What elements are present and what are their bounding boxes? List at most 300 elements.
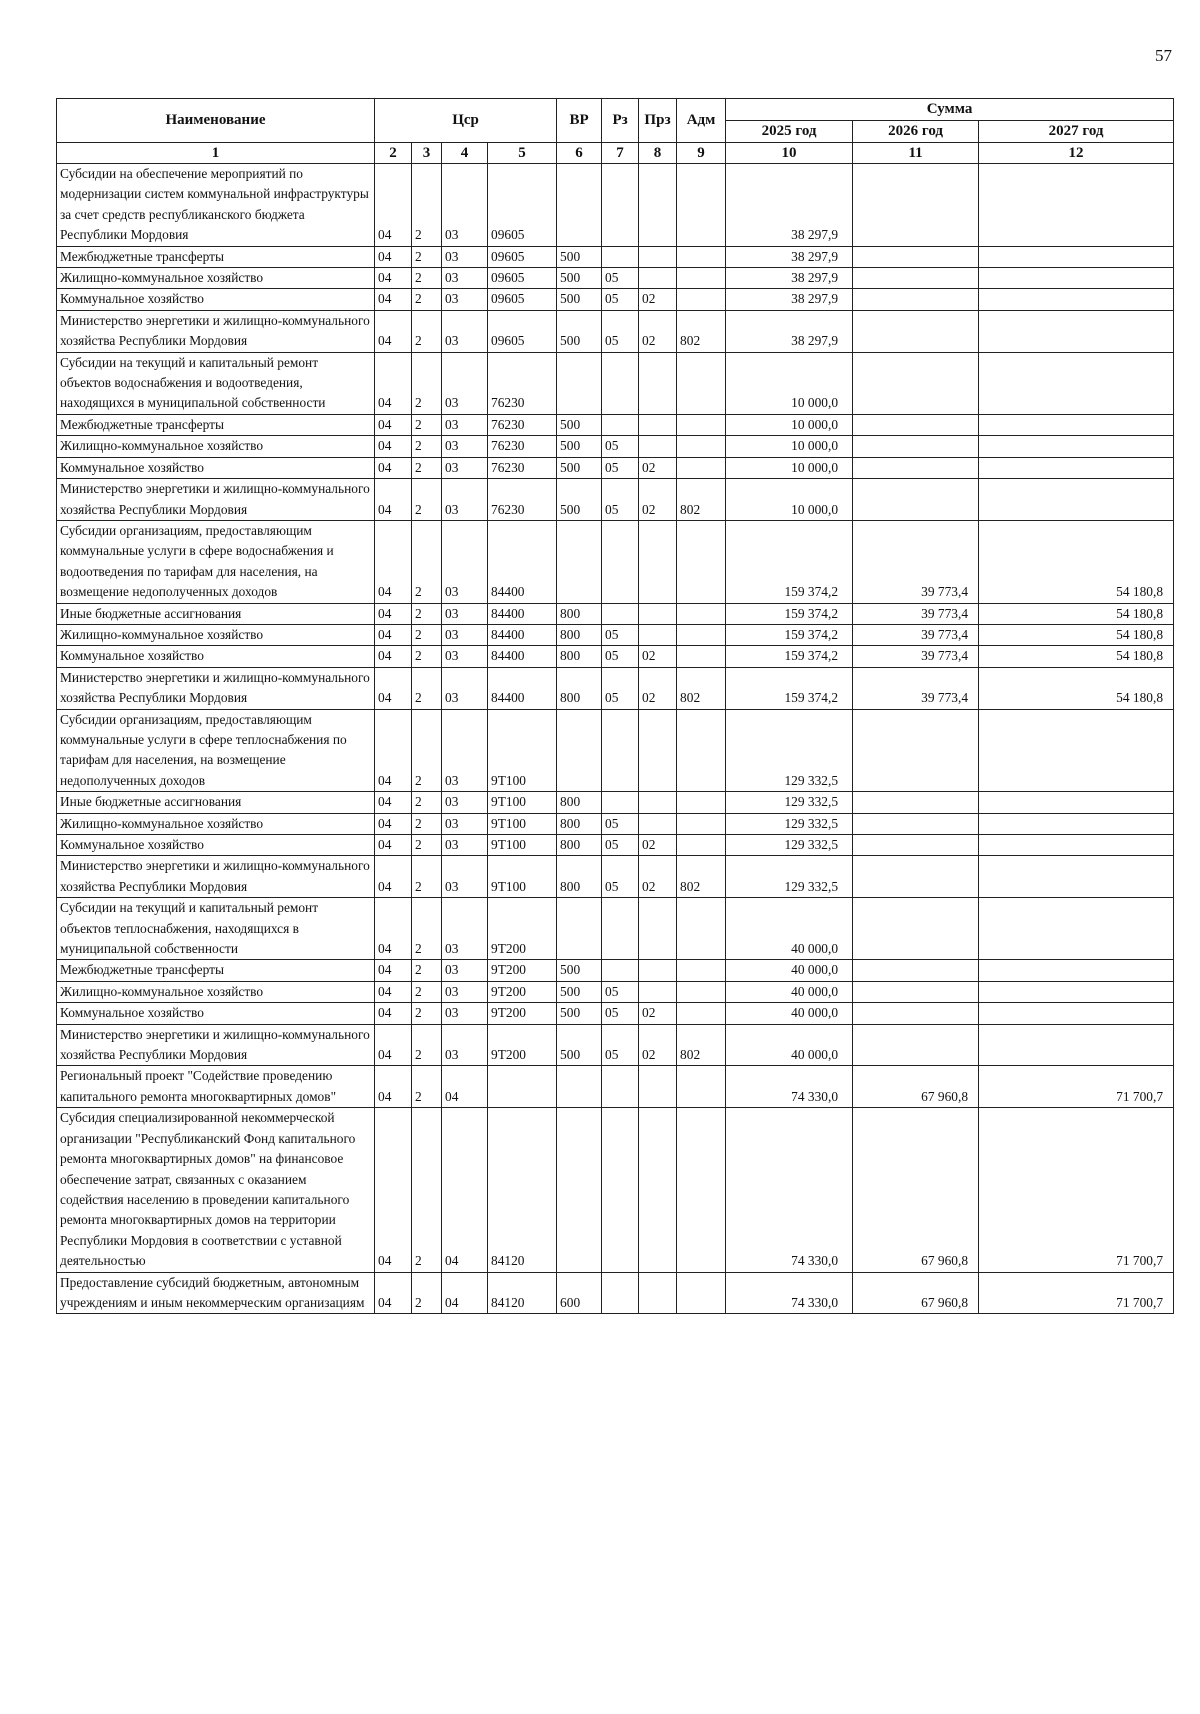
adm-cell: 802 — [677, 310, 726, 352]
tsr-program-cell: 04 — [375, 436, 412, 457]
name-cell: Жилищно-коммунальное хозяйство — [57, 624, 375, 645]
amount-2026-cell — [853, 981, 979, 1002]
name-cell: Субсидии на текущий и капитальный ремонт объектов водоснабжения и водоотведения, находящихся в муниципальной собственности — [57, 352, 375, 414]
tsr-subprogram-cell: 03 — [442, 835, 488, 856]
table-row — [57, 1024, 1174, 1066]
amount-2025-cell: 74 330,0 — [726, 1108, 853, 1272]
rz-cell — [602, 709, 639, 792]
amount-2026-cell — [853, 310, 979, 352]
name-cell: Коммунальное хозяйство — [57, 289, 375, 310]
amount-2025-cell: 159 374,2 — [726, 624, 853, 645]
adm-cell: 802 — [677, 1024, 726, 1066]
col-rz-header: Рз — [602, 99, 639, 143]
adm-cell — [677, 1272, 726, 1314]
table-row — [57, 164, 1174, 247]
prz-cell — [639, 414, 677, 435]
amount-2027-cell: 71 700,7 — [979, 1108, 1174, 1272]
name-cell: Министерство энергетики и жилищно-коммунального хозяйства Республики Мордовия — [57, 1024, 375, 1066]
name-cell: Межбюджетные трансферты — [57, 414, 375, 435]
amount-2026-cell — [853, 856, 979, 898]
name-cell: Министерство энергетики и жилищно-коммунального хозяйства Республики Мордовия — [57, 310, 375, 352]
tsr-direction-cell: 09605 — [488, 268, 557, 289]
col-number: 4 — [442, 143, 488, 164]
amount-2027-cell — [979, 414, 1174, 435]
prz-cell — [639, 436, 677, 457]
tsr-program-cell: 04 — [375, 352, 412, 414]
name-cell: Коммунальное хозяйство — [57, 646, 375, 667]
adm-cell — [677, 835, 726, 856]
rz-cell: 05 — [602, 813, 639, 834]
tsr-direction-cell: 76230 — [488, 352, 557, 414]
rz-cell: 05 — [602, 1003, 639, 1024]
tsr-direction-cell — [488, 1066, 557, 1108]
name-cell: Жилищно-коммунальное хозяйство — [57, 813, 375, 834]
amount-2026-cell — [853, 414, 979, 435]
prz-cell — [639, 792, 677, 813]
budget-table — [56, 98, 1174, 1314]
vr-cell: 500 — [557, 1003, 602, 1024]
adm-cell: 802 — [677, 479, 726, 521]
amount-2025-cell: 129 332,5 — [726, 792, 853, 813]
adm-cell — [677, 457, 726, 478]
amount-2027-cell — [979, 960, 1174, 981]
amount-2025-cell: 38 297,9 — [726, 310, 853, 352]
tsr-direction-cell: 84400 — [488, 624, 557, 645]
amount-2027-cell: 54 180,8 — [979, 667, 1174, 709]
vr-cell: 800 — [557, 792, 602, 813]
vr-cell: 800 — [557, 835, 602, 856]
col-number: 5 — [488, 143, 557, 164]
adm-cell — [677, 414, 726, 435]
tsr-program-cell: 04 — [375, 1108, 412, 1272]
rz-cell — [602, 164, 639, 247]
col-number: 10 — [726, 143, 853, 164]
prz-cell: 02 — [639, 289, 677, 310]
tsr-type-cell: 2 — [412, 981, 442, 1002]
table-row — [57, 813, 1174, 834]
tsr-subprogram-cell: 03 — [442, 164, 488, 247]
prz-cell — [639, 1272, 677, 1314]
amount-2025-cell: 10 000,0 — [726, 457, 853, 478]
tsr-program-cell: 04 — [375, 856, 412, 898]
col-number: 11 — [853, 143, 979, 164]
adm-cell — [677, 246, 726, 267]
prz-cell — [639, 164, 677, 247]
tsr-subprogram-cell: 03 — [442, 856, 488, 898]
tsr-program-cell: 04 — [375, 960, 412, 981]
tsr-type-cell: 2 — [412, 457, 442, 478]
amount-2027-cell — [979, 289, 1174, 310]
table-row — [57, 246, 1174, 267]
col-number: 6 — [557, 143, 602, 164]
amount-2025-cell: 74 330,0 — [726, 1066, 853, 1108]
tsr-program-cell: 04 — [375, 667, 412, 709]
col-sum-header: Сумма — [726, 99, 1174, 121]
vr-cell — [557, 898, 602, 960]
tsr-type-cell: 2 — [412, 667, 442, 709]
tsr-type-cell: 2 — [412, 520, 442, 603]
col-name-header: Наименование — [57, 99, 375, 143]
rz-cell: 05 — [602, 835, 639, 856]
tsr-program-cell: 04 — [375, 310, 412, 352]
amount-2025-cell: 10 000,0 — [726, 479, 853, 521]
prz-cell — [639, 981, 677, 1002]
tsr-type-cell: 2 — [412, 436, 442, 457]
tsr-program-cell: 04 — [375, 813, 412, 834]
tsr-program-cell: 04 — [375, 646, 412, 667]
rz-cell: 05 — [602, 646, 639, 667]
table-row — [57, 709, 1174, 792]
tsr-type-cell: 2 — [412, 479, 442, 521]
col-year-2027-header: 2027 год — [979, 121, 1174, 143]
tsr-program-cell: 04 — [375, 268, 412, 289]
tsr-type-cell: 2 — [412, 856, 442, 898]
tsr-direction-cell: 9Т200 — [488, 981, 557, 1002]
page-number: 57 — [1155, 46, 1172, 65]
amount-2025-cell: 129 332,5 — [726, 709, 853, 792]
table-row — [57, 646, 1174, 667]
vr-cell: 500 — [557, 289, 602, 310]
amount-2026-cell — [853, 246, 979, 267]
amount-2026-cell — [853, 1024, 979, 1066]
tsr-program-cell: 04 — [375, 898, 412, 960]
amount-2025-cell: 40 000,0 — [726, 981, 853, 1002]
tsr-subprogram-cell: 03 — [442, 352, 488, 414]
amount-2026-cell — [853, 436, 979, 457]
name-cell: Субсидии организациям, предоставляющим коммунальные услуги в сфере водоснабжения и водоотведения по тарифам для населения, на возмещение недополученных доходов — [57, 520, 375, 603]
tsr-program-cell: 04 — [375, 246, 412, 267]
amount-2025-cell: 159 374,2 — [726, 603, 853, 624]
amount-2027-cell: 54 180,8 — [979, 624, 1174, 645]
tsr-program-cell: 04 — [375, 520, 412, 603]
col-number: 2 — [375, 143, 412, 164]
tsr-type-cell: 2 — [412, 1108, 442, 1272]
amount-2027-cell — [979, 792, 1174, 813]
amount-2025-cell: 40 000,0 — [726, 960, 853, 981]
amount-2026-cell: 39 773,4 — [853, 603, 979, 624]
rz-cell: 05 — [602, 856, 639, 898]
col-prz-header: Прз — [639, 99, 677, 143]
rz-cell — [602, 1066, 639, 1108]
tsr-direction-cell: 9Т100 — [488, 856, 557, 898]
vr-cell: 800 — [557, 646, 602, 667]
tsr-program-cell: 04 — [375, 709, 412, 792]
tsr-subprogram-cell: 03 — [442, 520, 488, 603]
vr-cell: 500 — [557, 981, 602, 1002]
adm-cell: 802 — [677, 856, 726, 898]
table-row — [57, 898, 1174, 960]
amount-2026-cell — [853, 709, 979, 792]
tsr-program-cell: 04 — [375, 479, 412, 521]
amount-2025-cell: 129 332,5 — [726, 856, 853, 898]
vr-cell: 500 — [557, 1024, 602, 1066]
prz-cell — [639, 603, 677, 624]
amount-2026-cell: 39 773,4 — [853, 624, 979, 645]
amount-2027-cell — [979, 813, 1174, 834]
table-row — [57, 289, 1174, 310]
vr-cell: 800 — [557, 813, 602, 834]
tsr-direction-cell: 84400 — [488, 667, 557, 709]
amount-2027-cell — [979, 246, 1174, 267]
tsr-direction-cell: 84120 — [488, 1108, 557, 1272]
name-cell: Субсидии организациям, предоставляющим коммунальные услуги в сфере теплоснабжения по тарифам для населения, на возмещение недополученных доходов — [57, 709, 375, 792]
col-number: 3 — [412, 143, 442, 164]
tsr-direction-cell: 9Т200 — [488, 1003, 557, 1024]
column-number-row — [57, 143, 1174, 164]
tsr-direction-cell: 84400 — [488, 520, 557, 603]
tsr-subprogram-cell: 03 — [442, 960, 488, 981]
tsr-subprogram-cell: 04 — [442, 1108, 488, 1272]
tsr-type-cell: 2 — [412, 624, 442, 645]
tsr-direction-cell: 9Т100 — [488, 709, 557, 792]
table-body — [57, 164, 1174, 1314]
amount-2025-cell: 38 297,9 — [726, 164, 853, 247]
amount-2026-cell — [853, 960, 979, 981]
col-tsr-header: Цср — [375, 99, 557, 143]
tsr-type-cell: 2 — [412, 414, 442, 435]
table-header — [57, 99, 1174, 164]
tsr-program-cell: 04 — [375, 1024, 412, 1066]
col-number: 7 — [602, 143, 639, 164]
tsr-type-cell: 2 — [412, 289, 442, 310]
rz-cell: 05 — [602, 624, 639, 645]
vr-cell: 600 — [557, 1272, 602, 1314]
adm-cell — [677, 1003, 726, 1024]
tsr-direction-cell: 9Т200 — [488, 960, 557, 981]
adm-cell — [677, 813, 726, 834]
prz-cell: 02 — [639, 479, 677, 521]
amount-2027-cell — [979, 1003, 1174, 1024]
name-cell: Коммунальное хозяйство — [57, 1003, 375, 1024]
table-row — [57, 792, 1174, 813]
tsr-type-cell: 2 — [412, 1024, 442, 1066]
rz-cell: 05 — [602, 436, 639, 457]
rz-cell: 05 — [602, 479, 639, 521]
adm-cell — [677, 164, 726, 247]
tsr-subprogram-cell: 03 — [442, 646, 488, 667]
amount-2026-cell: 39 773,4 — [853, 520, 979, 603]
amount-2027-cell — [979, 1024, 1174, 1066]
tsr-direction-cell: 84120 — [488, 1272, 557, 1314]
amount-2027-cell: 71 700,7 — [979, 1066, 1174, 1108]
amount-2027-cell: 71 700,7 — [979, 1272, 1174, 1314]
tsr-subprogram-cell: 03 — [442, 667, 488, 709]
prz-cell: 02 — [639, 646, 677, 667]
adm-cell — [677, 436, 726, 457]
tsr-subprogram-cell: 03 — [442, 603, 488, 624]
col-number: 8 — [639, 143, 677, 164]
amount-2027-cell — [979, 898, 1174, 960]
amount-2025-cell: 40 000,0 — [726, 898, 853, 960]
amount-2025-cell: 40 000,0 — [726, 1003, 853, 1024]
amount-2025-cell: 10 000,0 — [726, 436, 853, 457]
tsr-program-cell: 04 — [375, 1066, 412, 1108]
adm-cell — [677, 898, 726, 960]
tsr-subprogram-cell: 03 — [442, 268, 488, 289]
vr-cell: 500 — [557, 310, 602, 352]
col-year-2026-header: 2026 год — [853, 121, 979, 143]
vr-cell — [557, 164, 602, 247]
rz-cell: 05 — [602, 289, 639, 310]
prz-cell — [639, 1108, 677, 1272]
vr-cell — [557, 352, 602, 414]
name-cell: Иные бюджетные ассигнования — [57, 603, 375, 624]
tsr-direction-cell: 9Т100 — [488, 835, 557, 856]
amount-2025-cell: 38 297,9 — [726, 246, 853, 267]
adm-cell — [677, 1108, 726, 1272]
adm-cell — [677, 981, 726, 1002]
col-number: 9 — [677, 143, 726, 164]
prz-cell — [639, 1066, 677, 1108]
tsr-type-cell: 2 — [412, 1003, 442, 1024]
amount-2026-cell — [853, 1003, 979, 1024]
amount-2026-cell — [853, 479, 979, 521]
name-cell: Жилищно-коммунальное хозяйство — [57, 436, 375, 457]
tsr-subprogram-cell: 03 — [442, 246, 488, 267]
amount-2026-cell — [853, 813, 979, 834]
tsr-subprogram-cell: 03 — [442, 289, 488, 310]
tsr-subprogram-cell: 03 — [442, 1003, 488, 1024]
rz-cell — [602, 603, 639, 624]
name-cell: Жилищно-коммунальное хозяйство — [57, 981, 375, 1002]
amount-2027-cell — [979, 709, 1174, 792]
prz-cell: 02 — [639, 1024, 677, 1066]
adm-cell — [677, 520, 726, 603]
table-row — [57, 981, 1174, 1002]
adm-cell — [677, 960, 726, 981]
name-cell: Межбюджетные трансферты — [57, 960, 375, 981]
table-row — [57, 1108, 1174, 1272]
tsr-subprogram-cell: 03 — [442, 981, 488, 1002]
amount-2027-cell — [979, 856, 1174, 898]
tsr-direction-cell: 9Т100 — [488, 813, 557, 834]
amount-2026-cell — [853, 898, 979, 960]
tsr-direction-cell: 84400 — [488, 646, 557, 667]
amount-2025-cell: 38 297,9 — [726, 268, 853, 289]
amount-2027-cell — [979, 310, 1174, 352]
tsr-program-cell: 04 — [375, 289, 412, 310]
prz-cell: 02 — [639, 835, 677, 856]
tsr-direction-cell: 76230 — [488, 479, 557, 521]
tsr-type-cell: 2 — [412, 1066, 442, 1108]
tsr-program-cell: 04 — [375, 1003, 412, 1024]
tsr-type-cell: 2 — [412, 246, 442, 267]
name-cell: Коммунальное хозяйство — [57, 457, 375, 478]
tsr-type-cell: 2 — [412, 603, 442, 624]
tsr-type-cell: 2 — [412, 960, 442, 981]
amount-2026-cell — [853, 164, 979, 247]
prz-cell — [639, 709, 677, 792]
amount-2026-cell — [853, 289, 979, 310]
amount-2026-cell — [853, 835, 979, 856]
amount-2027-cell — [979, 981, 1174, 1002]
amount-2027-cell — [979, 479, 1174, 521]
table-row — [57, 835, 1174, 856]
adm-cell — [677, 646, 726, 667]
amount-2027-cell: 54 180,8 — [979, 520, 1174, 603]
amount-2026-cell — [853, 792, 979, 813]
tsr-subprogram-cell: 03 — [442, 792, 488, 813]
col-number: 1 — [57, 143, 375, 164]
vr-cell: 800 — [557, 603, 602, 624]
adm-cell — [677, 603, 726, 624]
table-row — [57, 479, 1174, 521]
rz-cell: 05 — [602, 457, 639, 478]
tsr-program-cell: 04 — [375, 835, 412, 856]
amount-2025-cell: 129 332,5 — [726, 813, 853, 834]
amount-2027-cell: 54 180,8 — [979, 603, 1174, 624]
table-row — [57, 436, 1174, 457]
table-row — [57, 352, 1174, 414]
name-cell: Межбюджетные трансферты — [57, 246, 375, 267]
prz-cell — [639, 813, 677, 834]
rz-cell — [602, 792, 639, 813]
col-number: 12 — [979, 143, 1174, 164]
tsr-direction-cell: 9Т200 — [488, 1024, 557, 1066]
name-cell: Министерство энергетики и жилищно-коммунального хозяйства Республики Мордовия — [57, 479, 375, 521]
amount-2027-cell — [979, 835, 1174, 856]
table-row — [57, 624, 1174, 645]
vr-cell: 800 — [557, 667, 602, 709]
table-row — [57, 268, 1174, 289]
vr-cell — [557, 709, 602, 792]
tsr-type-cell: 2 — [412, 835, 442, 856]
prz-cell: 02 — [639, 667, 677, 709]
table-row — [57, 603, 1174, 624]
amount-2026-cell: 67 960,8 — [853, 1066, 979, 1108]
col-year-2025-header: 2025 год — [726, 121, 853, 143]
adm-cell — [677, 352, 726, 414]
name-cell: Иные бюджетные ассигнования — [57, 792, 375, 813]
prz-cell — [639, 624, 677, 645]
tsr-type-cell: 2 — [412, 1272, 442, 1314]
tsr-program-cell: 04 — [375, 414, 412, 435]
adm-cell: 802 — [677, 667, 726, 709]
tsr-type-cell: 2 — [412, 898, 442, 960]
tsr-direction-cell: 84400 — [488, 603, 557, 624]
prz-cell — [639, 960, 677, 981]
rz-cell — [602, 352, 639, 414]
tsr-subprogram-cell: 03 — [442, 436, 488, 457]
vr-cell: 500 — [557, 960, 602, 981]
prz-cell — [639, 352, 677, 414]
amount-2027-cell — [979, 268, 1174, 289]
prz-cell: 02 — [639, 310, 677, 352]
rz-cell — [602, 1108, 639, 1272]
vr-cell: 500 — [557, 268, 602, 289]
tsr-type-cell: 2 — [412, 813, 442, 834]
amount-2026-cell: 39 773,4 — [853, 646, 979, 667]
table-row — [57, 457, 1174, 478]
prz-cell: 02 — [639, 856, 677, 898]
amount-2025-cell: 159 374,2 — [726, 646, 853, 667]
rz-cell — [602, 414, 639, 435]
tsr-direction-cell: 09605 — [488, 246, 557, 267]
adm-cell — [677, 268, 726, 289]
amount-2027-cell — [979, 457, 1174, 478]
amount-2025-cell: 74 330,0 — [726, 1272, 853, 1314]
name-cell: Региональный проект "Содействие проведению капитального ремонта многоквартирных домов" — [57, 1066, 375, 1108]
prz-cell — [639, 520, 677, 603]
table-row — [57, 520, 1174, 603]
amount-2025-cell: 159 374,2 — [726, 667, 853, 709]
tsr-type-cell: 2 — [412, 709, 442, 792]
table-row — [57, 960, 1174, 981]
tsr-subprogram-cell: 03 — [442, 813, 488, 834]
table-row — [57, 414, 1174, 435]
tsr-subprogram-cell: 03 — [442, 709, 488, 792]
vr-cell: 500 — [557, 457, 602, 478]
